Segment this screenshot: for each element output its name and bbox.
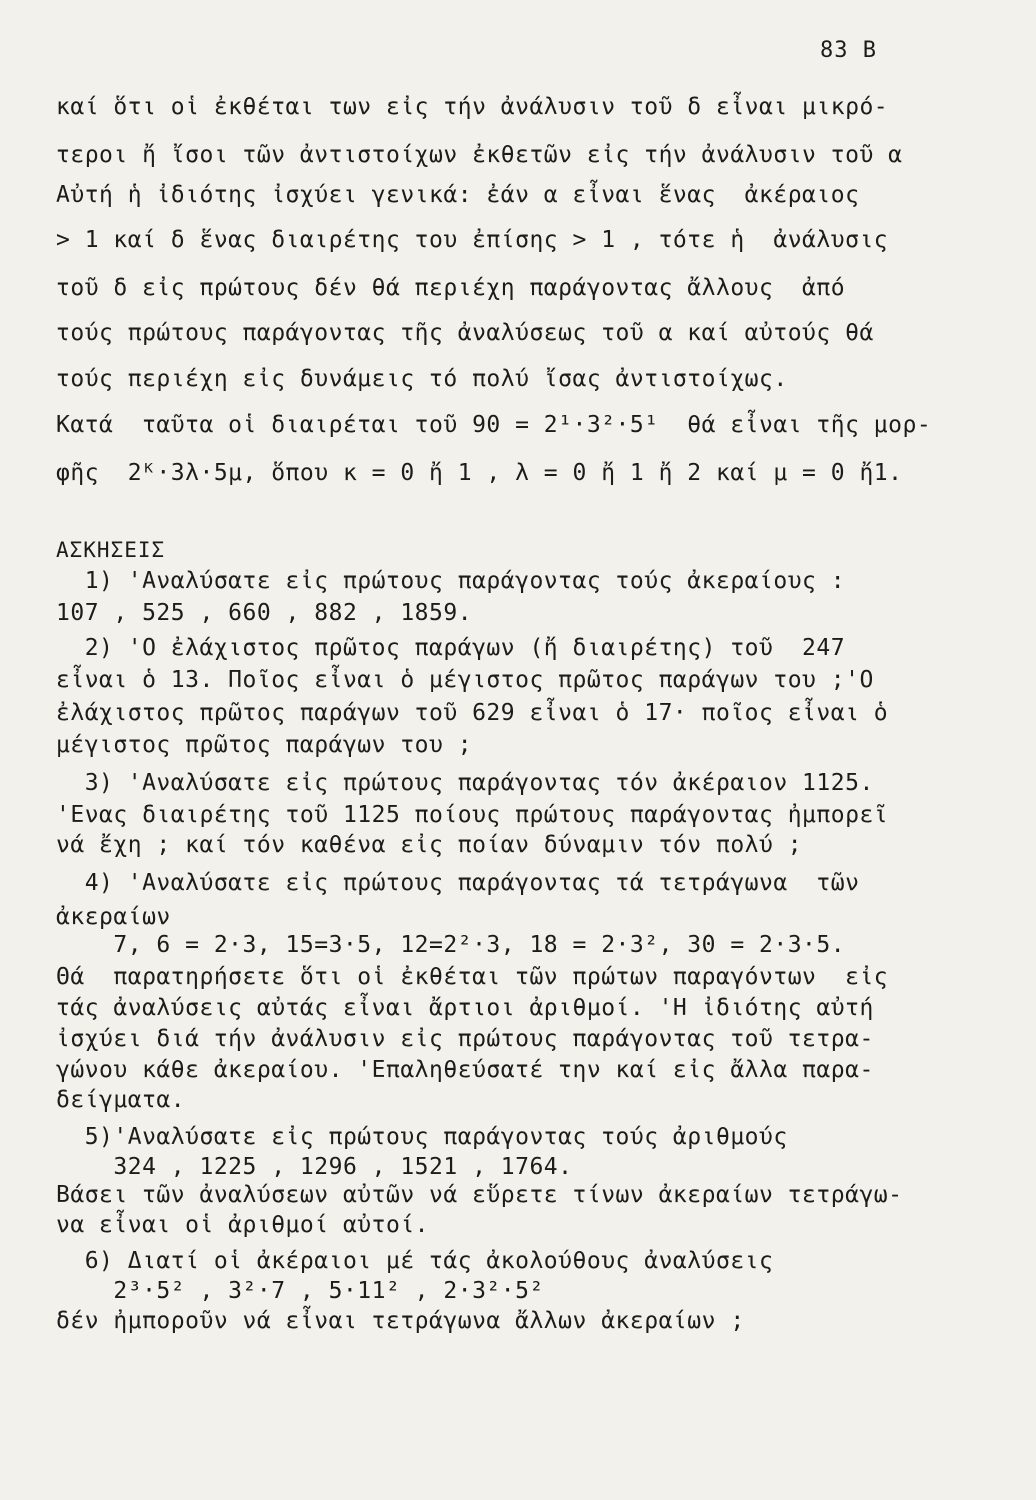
exercise-line: να εἶναι οἱ ἀριθμοί αὐτοί. [56,1212,430,1238]
exercise-line: νά ἔχη ; καί τόν καθένα εἰς ποίαν δύναμιν τόν πολύ ; [56,832,803,858]
exercise-line: γώνου κάθε ἀκεραίου. 'Επαληθεύσατέ την καί εἰς ἄλλα παρα- [56,1057,874,1083]
exercise-line: 5)'Αναλύσατε εἰς πρώτους παράγοντας τούς ἀριθμούς [56,1124,788,1150]
exercise-line: Θά παρατηρήσετε ὅτι οἱ ἐκθέται τῶν πρώτων παραγόντων εἰς [56,964,889,990]
exercise-line: 1) 'Αναλύσατε εἰς πρώτους παράγοντας τούς ἀκεραίους : [56,568,846,594]
exercise-line: δείγματα. [56,1087,186,1113]
exercise-line: 7, 6 = 2·3, 15=3·5, 12=2²·3, 18 = 2·3², 30 = 2·3·5. [56,932,846,958]
paragraph-line: Αὐτή ἡ ἰδιότης ἰσχύει γενικά: ἐάν α εἶναι ἕνας ἀκέραιος [56,182,860,208]
paragraph-line: τούς πρώτους παράγοντας τῆς ἀναλύσεως τοῦ α καί αὐτούς θά [56,320,874,346]
exercise-line: 4) 'Αναλύσατε εἰς πρώτους παράγοντας τά τετράγωνα τῶν [56,870,860,896]
paragraph-line: φῆς 2ᴷ·3λ·5μ, ὅπου κ = 0 ἤ 1 , λ = 0 ἤ 1 ἤ 2 καί μ = 0 ἤ1. [56,460,903,486]
paragraph-line: τεροι ἤ ἴσοι τῶν ἀντιστοίχων ἐκθετῶν εἰς τήν ἀνάλυσιν τοῦ α [56,142,903,168]
exercise-line: 2) 'Ο ἐλάχιστος πρῶτος παράγων (ἤ διαιρέτης) τοῦ 247 [56,635,846,661]
exercise-line: Βάσει τῶν ἀναλύσεων αὐτῶν νά εὕρετε τίνων ἀκεραίων τετράγω- [56,1182,903,1208]
exercise-line: ἀκεραίων [56,904,171,930]
exercise-line: 3) 'Αναλύσατε εἰς πρώτους παράγοντας τόν ἀκέραιον 1125. [56,770,874,796]
exercise-line: μέγιστος πρῶτος παράγων του ; [56,732,473,758]
paragraph-line: τοῦ δ εἰς πρώτους δέν θά περιέχη παράγοντας ἄλλους ἀπό [56,275,846,301]
exercise-line: ἰσχύει διά τήν ἀνάλυσιν εἰς πρώτους παράγοντας τοῦ τετρα- [56,1026,874,1052]
paragraph-line: τούς περιέχη εἰς δυνάμεις τό πολύ ἴσας ἀντιστοίχως. [56,366,788,392]
exercise-line: 2³·5² , 3²·7 , 5·11² , 2·3²·5² [56,1278,544,1304]
exercise-line: 324 , 1225 , 1296 , 1521 , 1764. [56,1154,573,1180]
exercise-line: 6) Διατί οἱ ἀκέραιοι μέ τάς ἀκολούθους ἀναλύσεις [56,1248,774,1274]
exercise-line: τάς ἀναλύσεις αὐτάς εἶναι ἄρτιοι ἀριθμοί. 'Η ἰδιότης αὐτή [56,995,874,1021]
exercise-line: εἶναι ὁ 13. Ποῖος εἶναι ὁ μέγιστος πρῶτος παράγων του ;'Ο [56,667,874,693]
paragraph-line: καί ὅτι οἱ ἐκθέται των εἰς τήν ἀνάλυσιν τοῦ δ εἶναι μικρό- [56,94,889,120]
paragraph-line: > 1 καί δ ἕνας διαιρέτης του ἐπίσης > 1 , τότε ἡ ἀνάλυσις [56,227,889,253]
paragraph-line: Κατά ταῦτα οἱ διαιρέται τοῦ 90 = 2¹·3²·5¹ θά εἶναι τῆς μορ- [56,412,932,438]
exercise-line: 107 , 525 , 660 , 882 , 1859. [56,600,473,626]
exercises-heading: ΑΣΚΗΣΕΙΣ [56,538,166,562]
exercise-line: δέν ἠμποροῦν νά εἶναι τετράγωνα ἄλλων ἀκεραίων ; [56,1308,745,1334]
page-number: 83 B [820,38,877,63]
exercise-line: ἐλάχιστος πρῶτος παράγων τοῦ 629 εἶναι ὁ 17· ποῖος εἶναι ὁ [56,700,889,726]
exercise-line: 'Ενας διαιρέτης τοῦ 1125 ποίους πρώτους παράγοντας ἠμπορεῖ [56,802,889,828]
